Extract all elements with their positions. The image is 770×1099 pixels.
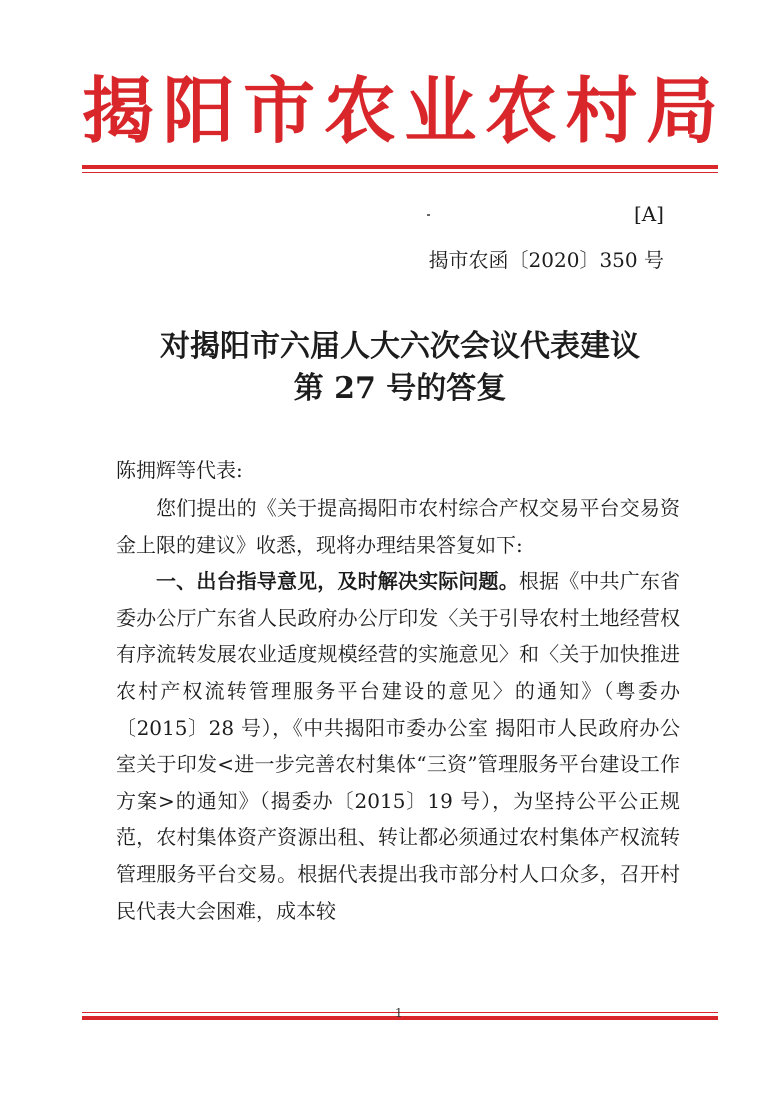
agency-char: 农 <box>484 68 557 153</box>
salutation: 陈拥辉等代表: <box>116 458 243 482</box>
agency-char: 农 <box>323 68 396 153</box>
agency-char: 业 <box>404 68 477 153</box>
agency-char: 阳 <box>162 68 235 153</box>
agency-char: 村 <box>565 68 638 153</box>
title-line-1: 对揭阳市六届人大六次会议代表建议 <box>160 329 640 364</box>
agency-char: 揭 <box>82 68 155 153</box>
document-number: 揭市农函〔2020〕350 号 <box>428 248 664 272</box>
header-divider-thick <box>82 165 718 169</box>
document-grade: [A] <box>633 202 664 226</box>
agency-char: 市 <box>243 68 316 153</box>
scan-speck <box>427 214 430 216</box>
paragraph-2-text: 根据《中共广东省委办公厅广东省人民政府办公厅印发〈关于引导农村土地经营权有序流转发展农业适度规模经营的实施意见〉和〈关于加快推进农村产权流转管理服务平台建设的意见〉的通知》（粤委办〔2015〕28 号），《中共揭阳市委办公室 揭阳市人民政府办公室关于印发<进一步完善农村集体“三资”管理服务平台建设工作方案>的通知》（揭委办〔2015〕19 号），为坚持公平公正规范，农村集体资产资源出租、转让都必须通过农村集体产权流转管理服务平台交易。根据代表提出我市部分村人口众多，召开村民代表大会困难，成本较 <box>116 569 681 923</box>
title-line-2: 第 27 号的答复 <box>293 371 507 406</box>
document-title <box>82 326 718 410</box>
header-divider-thin <box>82 172 718 173</box>
page-number: 1 <box>395 1006 403 1020</box>
paragraph-1: 您们提出的《关于提高揭阳市农村综合产权交易平台交易资金上限的建议》收悉，现将办理结果答复如下: <box>116 496 680 557</box>
agency-name-header <box>82 60 718 153</box>
agency-char: 局 <box>645 68 718 153</box>
paragraph-2 <box>116 563 680 929</box>
section-heading: 一、出台指导意见，及时解决实际问题。 <box>156 569 519 594</box>
body-text <box>116 490 680 929</box>
